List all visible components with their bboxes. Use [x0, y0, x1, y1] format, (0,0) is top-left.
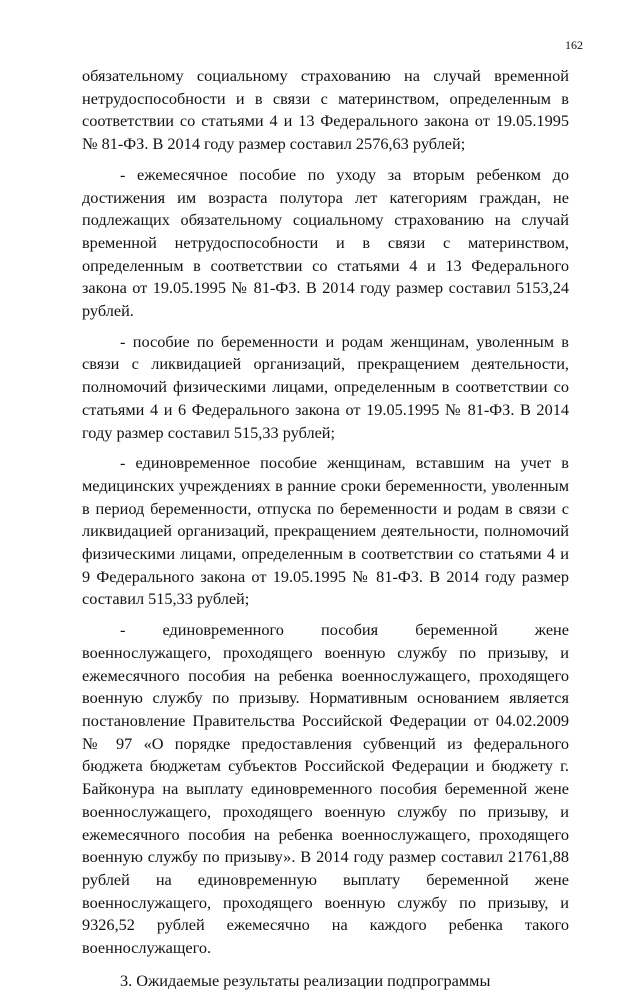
section-heading: 3. Ожидаемые результаты реализации подпрограммы [120, 970, 491, 990]
paragraph-military-spouse-allowance: - единовременного пособия беременной жене военнослужащего, проходящего военную службу по призыву, и ежемесячного пособия на ребенка военнослужащего, проходящего военную службу по призыву. Нормативным основанием является постановление Правительства Российской Федерации от 04.02.2009 № 97 «О порядке предоставления субвенций из федерального бюджета бюджетам субъектов Российской Федерации и бюджету г. Байконура на выплату единовременного пособия беременной жене военнослужащего, проходящего военную службу по призыву, и ежемесячного пособия на ребенка военнослужащего, проходящего военную службу по призыву». В 2014 году размер составил 21761,88 рублей на единовременную выплату беременной жене военнослужащего, проходящего военную службу по призыву, и 9326,52 рублей ежемесячно на каждого ребенка такого военнослужащего. [82, 620, 569, 958]
page-number: 162 [565, 38, 583, 52]
paragraph-maternity-allowance: - пособие по беременности и родам женщинам, уволенным в связи с ликвидацией организаций, прекращением деятельности, полномочий физическими лицами, определенным в соответствии со статьями 4 и 6 Федерального закона от 19.05.1995 № 81-ФЗ. В 2014 году размер составил 515,33 рублей; [82, 331, 569, 442]
paragraph-continuation: обязательному социальному страхованию на случай временной нетрудоспособности и в связи с материнством, определенным в соответствии со статьями 4 и 13 Федерального закона от 19.05.1995 № 81-ФЗ. В 2014 году размер составил 2576,63 рублей; [82, 66, 569, 154]
paragraph-childcare-allowance: - ежемесячное пособие по уходу за вторым ребенком до достижения им возраста полутора лет категориям граждан, не подлежащих обязательному социальному страхованию на случай временной нетрудоспособности и в связи с материнством, определенным в соответствии со статьями 4 и 13 Федерального закона от 19.05.1995 № 81-ФЗ. В 2014 году размер составил 5153,24 рублей. [82, 164, 569, 321]
document-body [82, 65, 569, 1000]
paragraph-early-registration-allowance: - единовременное пособие женщинам, вставшим на учет в медицинских учреждениях в ранние сроки беременности, уволенным в период беременности, отпуска по беременности и родам в связи с ликвидацией организаций, прекращением деятельности, полномочий физическими лицами, определенным в соответствии со статьями 4 и 9 Федерального закона от 19.05.1995 № 81-ФЗ. В 2014 году размер составил 515,33 рублей; [82, 453, 569, 609]
